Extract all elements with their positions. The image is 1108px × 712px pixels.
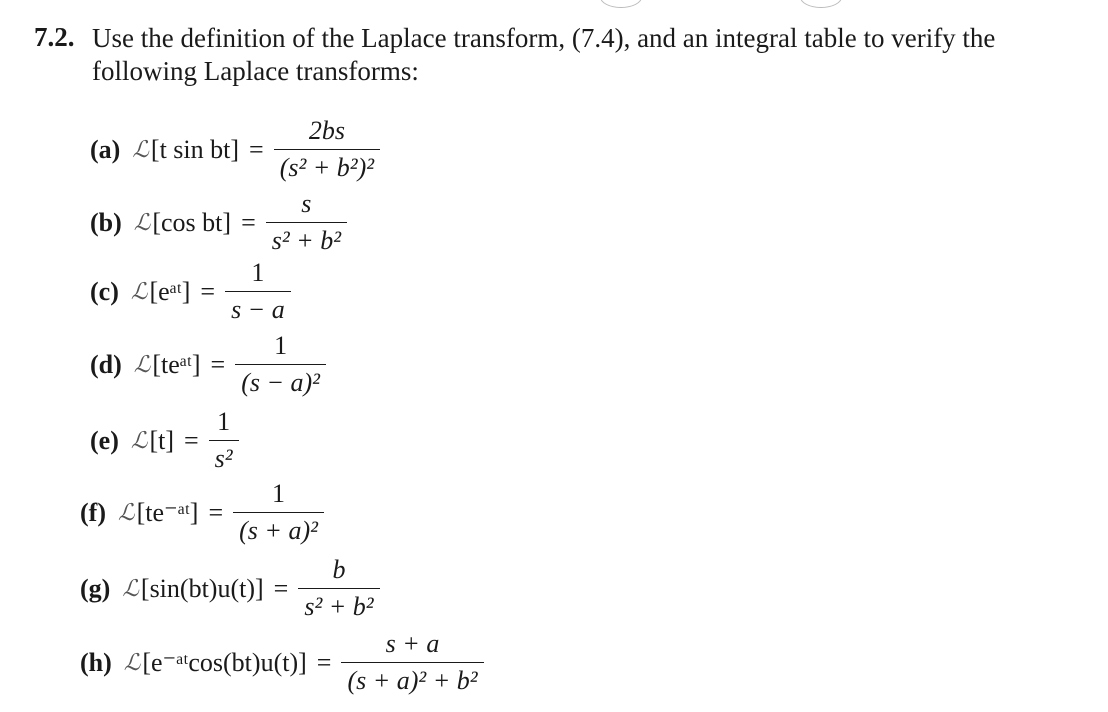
fraction-denominator: s² + b² — [266, 222, 347, 256]
laplace-symbol: ℒ — [117, 499, 135, 526]
fraction — [235, 331, 326, 398]
fraction — [225, 258, 291, 325]
equation-g — [80, 555, 380, 622]
equation-lhs: [t sin bt] — [150, 134, 240, 164]
equation-lhs: [t] — [149, 425, 174, 455]
equals-sign: = — [241, 207, 256, 237]
fraction-denominator: (s + a)² + b² — [341, 662, 483, 696]
fraction-numerator: s — [301, 189, 312, 218]
laplace-symbol: ℒ — [130, 427, 148, 454]
equation-lhs: [eᵃᵗ] — [149, 276, 191, 306]
fraction-numerator: b — [332, 555, 346, 584]
equation-e — [90, 407, 239, 474]
equation-label: (g) — [80, 573, 111, 603]
fraction-numerator: 1 — [217, 407, 231, 436]
equation-label: (f) — [80, 497, 106, 527]
equation-lhs: [cos bt] — [152, 207, 232, 237]
equation-lhs: [te⁻ᵃᵗ] — [136, 497, 199, 527]
fraction-numerator: 1 — [251, 258, 265, 287]
fraction-denominator: s − a — [225, 291, 291, 325]
laplace-symbol: ℒ — [133, 351, 151, 378]
equation-lhs: [sin(bt)u(t)] — [140, 573, 264, 603]
equals-sign: = — [210, 349, 226, 379]
fraction-numerator: 2bs — [308, 116, 345, 145]
equals-sign: = — [200, 276, 216, 306]
fraction — [209, 407, 239, 474]
fraction — [233, 479, 324, 546]
equation-label: (a) — [90, 134, 121, 164]
equation-lhs: [teᵃᵗ] — [152, 349, 201, 379]
fraction-denominator: s² + b² — [298, 588, 379, 622]
equals-sign: = — [273, 573, 289, 603]
fraction-numerator: s + a — [385, 629, 440, 658]
laplace-symbol: ℒ — [123, 649, 141, 676]
fraction — [341, 629, 483, 696]
fraction — [266, 189, 347, 256]
equation-a — [90, 116, 380, 183]
equals-sign: = — [316, 647, 332, 677]
fraction — [298, 555, 379, 622]
fraction — [274, 116, 380, 183]
equation-label: (h) — [80, 647, 112, 677]
equals-sign: = — [183, 425, 199, 455]
laplace-symbol: ℒ — [133, 209, 151, 236]
equation-label: (d) — [90, 349, 122, 379]
fraction-numerator: 1 — [274, 331, 288, 360]
fraction-denominator: (s² + b²)² — [274, 149, 380, 183]
fraction-denominator: (s + a)² — [233, 512, 324, 546]
equals-sign: = — [249, 134, 264, 164]
cropped-bracket-left — [600, 0, 642, 8]
laplace-symbol: ℒ — [122, 575, 139, 602]
equals-sign: = — [208, 497, 224, 527]
fraction-numerator: 1 — [272, 479, 286, 508]
equation-label: (e) — [90, 425, 119, 455]
equation-lhs: [e⁻ᵃᵗcos(bt)u(t)] — [142, 647, 307, 677]
equation-c — [90, 258, 291, 325]
problem-statement: Use the definition of the Laplace transform, (7.4), and an integral table to verify the following Laplace transforms: — [92, 23, 996, 86]
fraction-denominator: (s − a)² — [235, 364, 326, 398]
fraction-denominator: s² — [209, 440, 239, 474]
laplace-symbol: ℒ — [130, 278, 148, 305]
problem-number: 7.2. — [34, 22, 75, 52]
cropped-top-edge — [0, 0, 1108, 8]
equation-label: (c) — [90, 276, 119, 306]
equation-f — [80, 479, 324, 546]
laplace-symbol: ℒ — [132, 136, 149, 163]
equation-h — [80, 629, 484, 696]
cropped-bracket-right — [800, 0, 842, 8]
equation-b — [90, 189, 347, 256]
equation-d — [90, 331, 326, 398]
equation-label: (b) — [90, 207, 122, 237]
